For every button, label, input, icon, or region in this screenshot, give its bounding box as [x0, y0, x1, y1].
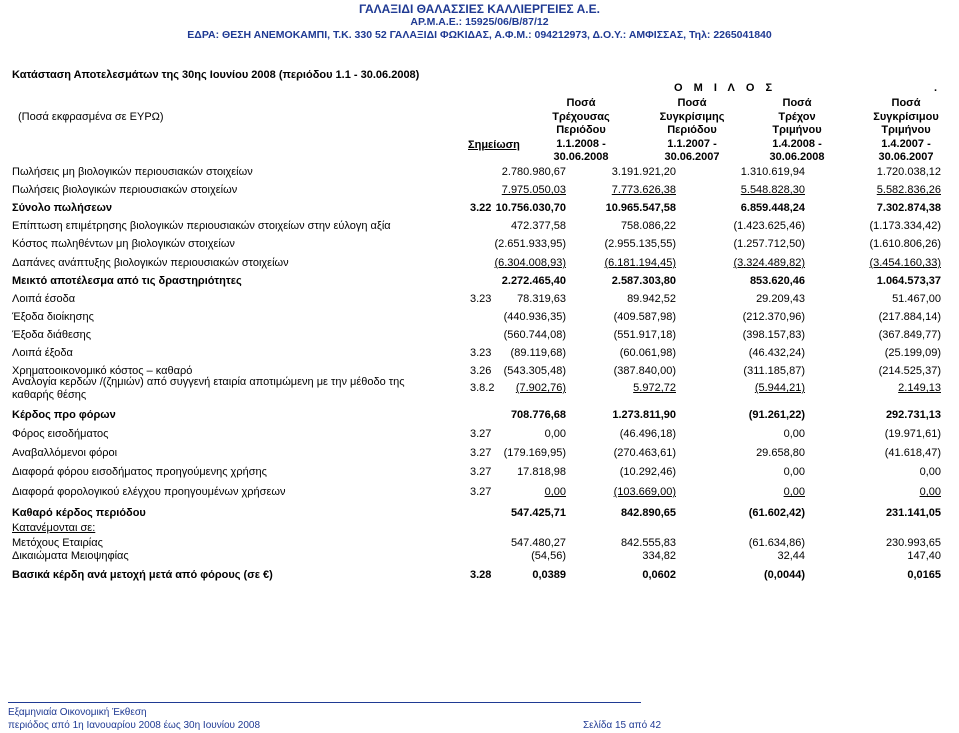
row-value: 89.942,52 [627, 293, 676, 305]
row-value: (2.651.933,95) [494, 238, 566, 250]
footer-period: περιόδος από 1η Ιανουαρίου 2008 έως 30η Ιουνίου 2008 [8, 720, 261, 731]
statement-title: Κατάσταση Αποτελεσμάτων της 30ης Ιουνίου 2008 (περιόδου 1.1 - 30.06.2008) [12, 69, 420, 81]
row-value: 3.191.921,20 [611, 166, 676, 178]
row-value: 1.310.619,94 [740, 166, 805, 178]
row-note: 3.26 [470, 365, 492, 377]
row-label: Πωλήσεις μη βιολογικών περιουσιακών στοιχείων [12, 166, 253, 178]
row-label: Μετόχους Εταιρίας [12, 537, 103, 549]
company-name: ΓΑΛΑΞΙΔΙ ΘΑΛΑΣΣΙΕΣ ΚΑΛΛΙΕΡΓΕΙΕΣ Α.Ε. [359, 2, 600, 16]
row-value: 2.149,13 [898, 382, 941, 394]
row-value: 708.776,68 [510, 409, 566, 421]
row-value: (1.257.712,50) [733, 238, 805, 250]
row-value: 1.273.811,90 [612, 409, 676, 421]
row-value: (19.971,61) [884, 428, 941, 440]
column-header-comparable-quarter: Ποσά Συγκρίσιμου Τριμήνου 1.4.2007 - 30.06.2007 [873, 97, 939, 164]
row-value: 51.467,00 [892, 293, 941, 305]
row-value: (212.370,96) [742, 311, 805, 323]
row-value: (217.884,14) [878, 311, 941, 323]
row-label: Πωλήσεις βιολογικών περιουσιακών στοιχείων [12, 184, 238, 196]
row-value: (91.261,22) [748, 409, 805, 421]
row-label: Χρηματοοικονομικό κόστος – καθαρό [12, 365, 193, 377]
row-label: Αναλογία κερδών /(ζημιών) από συγγενή εταιρία αποτιμώμενη με την μέθοδο της καθαρής θέσης [12, 376, 405, 401]
row-value: (103.669,00) [613, 486, 676, 498]
row-note: 3.27 [470, 486, 492, 498]
row-value: (409.587,98) [613, 311, 676, 323]
row-label: Σύνολο πωλήσεων [12, 202, 112, 214]
row-note: 3.23 [470, 347, 492, 359]
row-value: 17.818,98 [517, 466, 566, 478]
row-value: (60.061,98) [619, 347, 676, 359]
row-value: (551.917,18) [613, 329, 676, 341]
row-label: Διαφορά φορολογικού ελέγχου προηγουμένων χρήσεων [12, 486, 286, 498]
footer-divider [8, 702, 641, 703]
row-label: Βασικά κέρδη ανά μετοχή μετά από φόρους (σε €) [12, 569, 273, 581]
row-value: (367.849,77) [878, 329, 941, 341]
row-value: (311.185,87) [743, 365, 805, 377]
row-value: 5.582.836,26 [876, 184, 941, 196]
row-value: 758.086,22 [620, 220, 676, 232]
row-value: 2.272.465,40 [501, 275, 566, 287]
row-label: Διαφορά φόρου εισοδήματος προηγούμενης χρήσης [12, 466, 267, 478]
row-value: (46.496,18) [619, 428, 676, 440]
row-label: Κόστος πωληθέντων μη βιολογικών στοιχείων [12, 238, 235, 250]
row-value: (3.324.489,82) [733, 257, 805, 269]
row-note: 3.8.2 [470, 382, 495, 394]
row-label: Επίπτωση επιμέτρησης βιολογικών περιουσιακών στοιχείων στην εύλογη αξία [12, 220, 391, 232]
row-value: 29.209,43 [756, 293, 805, 305]
row-value: 7.773.626,38 [611, 184, 676, 196]
row-value: (3.454.160,33) [869, 257, 941, 269]
row-label: Κατανέμονται σε: [12, 522, 96, 534]
row-value: (1.173.334,42) [869, 220, 941, 232]
row-value: (61.634,86) [748, 537, 805, 549]
row-note: 3.27 [470, 466, 492, 478]
row-value: (7.902,76) [515, 382, 566, 394]
notes-column-header: Σημείωση [468, 139, 520, 151]
row-value: (1.423.625,46) [733, 220, 805, 232]
column-header-current-period: Ποσά Τρέχουσας Περιόδου 1.1.2008 - 30.06.2008 [552, 97, 610, 164]
row-label: Μεικτό αποτέλεσμα από τις δραστηριότητες [12, 275, 242, 287]
row-value: 292.731,13 [885, 409, 941, 421]
row-value: (10.292,46) [619, 466, 676, 478]
row-value: (214.525,37) [878, 365, 941, 377]
company-registration: ΑΡ.Μ.Α.Ε.: 15925/06/Β/87/12 [410, 16, 549, 28]
row-value: 842.890,65 [620, 507, 676, 519]
row-value: 78.319,63 [517, 293, 566, 305]
row-value: (5.944,21) [754, 382, 805, 394]
currency-note: (Ποσά εκφρασμένα σε ΕΥΡΩ) [18, 111, 164, 123]
row-note: 3.23 [470, 293, 492, 305]
row-value: 0,0602 [642, 569, 676, 581]
row-value: 5.548.828,30 [740, 184, 805, 196]
row-label: Έξοδα διοίκησης [12, 311, 94, 323]
row-value: 5.972,72 [633, 382, 676, 394]
row-value: (25.199,09) [884, 347, 941, 359]
group-label: Ο Μ Ι Λ Ο Σ [674, 82, 777, 94]
row-value: (0,0044) [764, 569, 805, 581]
row-value: (440.936,35) [503, 311, 566, 323]
row-value: 0,00 [783, 428, 805, 440]
row-label: Φόρος εισοδήματος [12, 428, 109, 440]
row-value: 230.993,65 [885, 537, 941, 549]
row-value: (54,56) [531, 550, 566, 562]
row-value: 2.780.980,67 [501, 166, 566, 178]
row-value: 147,40 [907, 550, 941, 562]
row-value: (46.432,24) [748, 347, 805, 359]
row-note: 3.27 [470, 428, 492, 440]
row-value: 0,00 [919, 486, 941, 498]
row-value: (270.463,61) [613, 447, 676, 459]
row-value: 29.658,80 [756, 447, 805, 459]
column-header-comparable-period: Ποσά Συγκρίσιμης Περιόδου 1.1.2007 - 30.06.2007 [659, 97, 725, 164]
row-value: 547.480,27 [510, 537, 566, 549]
row-value: 7.975.050,03 [501, 184, 566, 196]
row-value: 547.425,71 [510, 507, 566, 519]
row-value: 0,00 [544, 428, 566, 440]
row-value: (6.304.008,93) [494, 257, 566, 269]
row-value: 231.141,05 [885, 507, 941, 519]
row-label: Δικαιώματα Μειοψηφίας [12, 550, 129, 562]
row-value: 6.859.448,24 [740, 202, 805, 214]
column-header-current-quarter: Ποσά Τρέχον Τριμήνου 1.4.2008 - 30.06.2008 [769, 97, 825, 164]
row-value: (543.305,48) [503, 365, 566, 377]
footer-page-number: Σελίδα 15 από 42 [583, 720, 662, 731]
row-value: 32,44 [777, 550, 805, 562]
row-value: (61.602,42) [748, 507, 805, 519]
row-label: Λοιπά έξοδα [12, 347, 73, 359]
row-note: 3.28 [470, 569, 492, 581]
row-label: Κέρδος προ φόρων [12, 409, 116, 421]
row-value: (560.744,08) [503, 329, 566, 341]
row-value: 842.555,83 [620, 537, 676, 549]
row-value: 10.756.030,70 [495, 202, 566, 214]
group-dot: . [934, 82, 938, 94]
row-value: (41.618,47) [884, 447, 941, 459]
row-note: 3.27 [470, 447, 492, 459]
row-value: (387.840,00) [613, 365, 676, 377]
row-value: 1.064.573,37 [876, 275, 941, 287]
company-address: ΕΔΡΑ: ΘΕΣΗ ΑΝΕΜΟΚΑΜΠΙ, Τ.Κ. 330 52 ΓΑΛΑΞΙΔΙ ΦΩΚΙΔΑΣ, Α.Φ.Μ.: 094212973, Δ.Ο.Υ.: ΑΜΦΙΣΣΑΣ, Τηλ: 2265041840 [187, 29, 772, 41]
footer-report-name: Εξαμηνιαία Οικονομική Έκθεση [8, 707, 147, 718]
row-value: 472.377,58 [510, 220, 566, 232]
row-value: 2.587.303,80 [611, 275, 676, 287]
row-value: 7.302.874,38 [876, 202, 941, 214]
row-label: Λοιπά έσοδα [12, 293, 76, 305]
row-label: Καθαρό κέρδος περιόδου [12, 507, 146, 519]
row-value: 10.965.547,58 [605, 202, 676, 214]
row-value: 0,00 [783, 466, 805, 478]
row-note: 3.22 [470, 202, 492, 214]
row-value: 853.620,46 [749, 275, 805, 287]
row-value: (398.157,83) [742, 329, 805, 341]
row-value: 0,00 [544, 486, 566, 498]
row-value: (6.181.194,45) [604, 257, 676, 269]
row-value: 0,00 [783, 486, 805, 498]
row-value: (1.610.806,26) [869, 238, 941, 250]
row-value: (2.955.135,55) [604, 238, 676, 250]
row-label: Αναβαλλόμενοι φόροι [12, 447, 118, 459]
row-value: 0,0389 [532, 569, 566, 581]
row-value: 334,82 [642, 550, 676, 562]
row-label: Δαπάνες ανάπτυξης βιολογικών περιουσιακών στοιχείων [12, 257, 289, 269]
row-value: 0,0165 [907, 569, 941, 581]
row-value: (89.119,68) [510, 347, 566, 359]
row-value: (179.169,95) [503, 447, 566, 459]
row-value: 0,00 [919, 466, 941, 478]
row-value: 1.720.038,12 [876, 166, 941, 178]
row-label: Έξοδα διάθεσης [12, 329, 92, 341]
